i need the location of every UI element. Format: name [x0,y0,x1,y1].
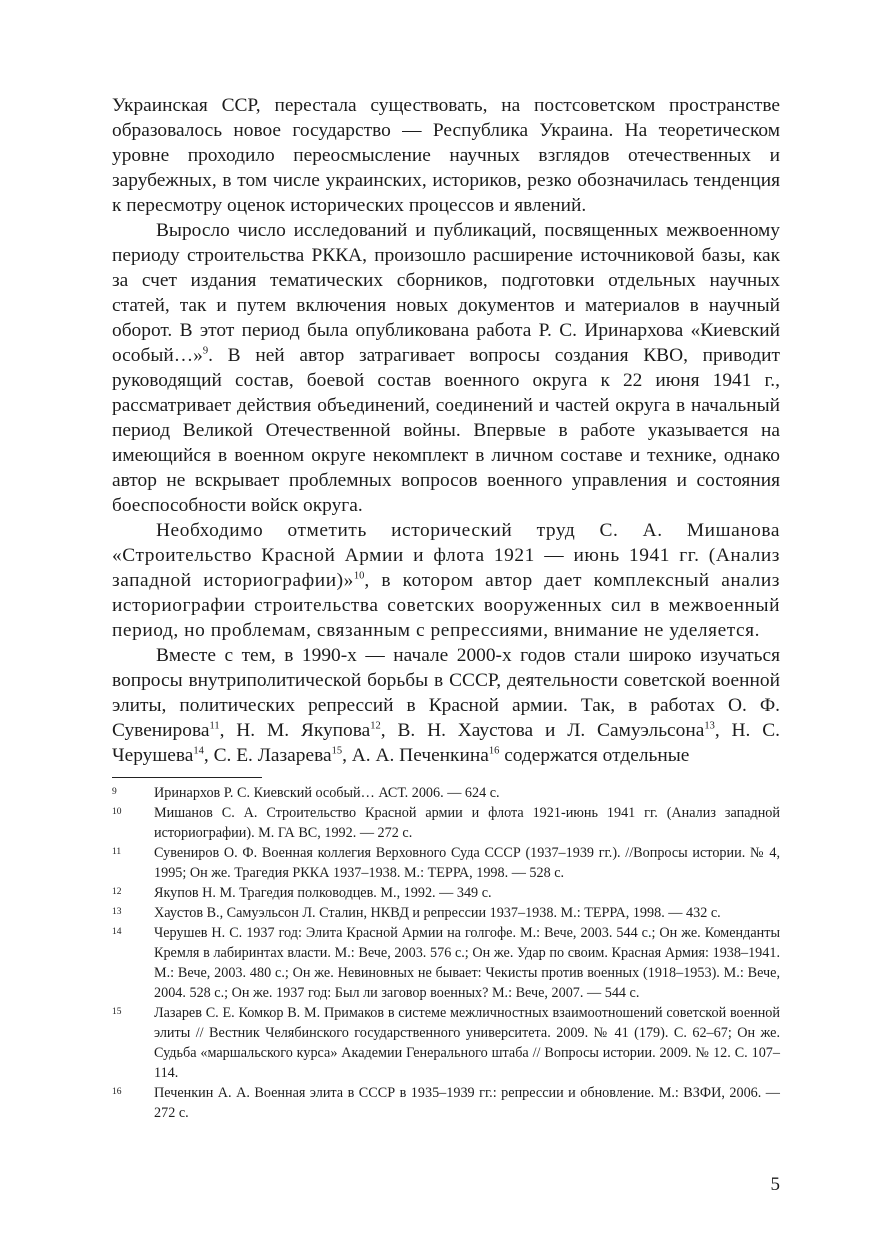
footnote-number: 12 [112,887,122,897]
text-run: Украинская ССР, перестала существовать, на постсоветском пространстве образовалось новое государство — Республика Украина. На теоретическом уровне проходило переосмысление научных взглядов отечественных и зарубежных, в том числе украинских, историков, резко обозначилась тенденция к пересмотру оценок исторических процессов и явлений. [112,95,780,216]
paragraph-continuation [112,93,780,218]
footnote-text: Мишанов С. А. Строительство Красной армии и флота 1921-июнь 1941 гг. (Анализ западной историографии). М. ГА ВС, 1992. — 272 с. [154,805,780,841]
footnote [112,923,780,1003]
footnote-ref[interactable]: 14 [193,745,204,757]
text-run: содержатся отдельные [499,745,690,766]
text-run: Необходимо отметить исторический труд С. А. Мишанова «Строительство Красной Армии и флота 1921 — июнь 1941 гг. (Анализ западной историографии)» [112,520,780,591]
footnotes [112,783,780,1123]
footnote [112,783,780,803]
footnote-number: 14 [112,927,122,937]
footnote-text: Черушев Н. С. 1937 год: Элита Красной Армии на голгофе. М.: Вече, 2003. 544 с.; Он же. Коменданты Кремля в лабиринтах власти. М.: Вече, 2003. 576 с.; Он же. Удар по своим. Красная Армия: 1938–1941. М.: Вече, 2003. 480 с.; Он же. Невиновных не бывает: Чекисты против военных (1918–1953). М.: Вече, 2004. 528 с.; Он же. 1937 год: Был ли заговор военных? М.: Вече, 2007. — 544 с. [154,925,780,1001]
footnote [112,1003,780,1083]
footnote-ref[interactable]: 16 [488,745,500,757]
footnote-separator [112,777,262,778]
footnote [112,1083,780,1123]
paragraph-research-growth [112,218,780,518]
text-run: , А. А. Печенкина [342,745,489,766]
footnote-ref[interactable]: 12 [370,720,381,732]
footnote-number: 9 [112,787,117,797]
footnote-ref[interactable]: 10 [353,570,365,582]
footnote [112,903,780,923]
page-number: 5 [770,1174,780,1195]
footnote-number: 16 [112,1087,122,1097]
footnote-number: 10 [112,807,122,817]
footnote-number: 11 [112,847,122,857]
footnote-text: Сувениров О. Ф. Военная коллегия Верховного Суда СССР (1937–1939 гг.). //Вопросы истории. № 4, 1995; Он же. Трагедия РККА 1937–1938. М.: ТЕРРА, 1998. — 528 с. [154,845,780,881]
footnote-ref[interactable]: 11 [209,720,220,732]
text-run: , С. Е. Лазарева [203,745,332,766]
footnote-ref[interactable]: 15 [331,745,343,757]
text-run: , в котором автор дает комплексный анализ историографии строительства советских вооруженных сил в межвоенный период, но проблемам, связанным с репрессиями, внимание не уделяется. [112,570,780,641]
footnote-text: Якупов Н. М. Трагедия полководцев. М., 1992. — 349 с. [154,885,492,901]
footnote-text: Печенкин А. А. Военная элита в СССР в 1935–1939 гг.: репрессии и обновление. М.: ВЗФИ, 2006. — 272 с. [154,1085,780,1121]
footnote-text: Хаустов В., Самуэльсон Л. Сталин, НКВД и репрессии 1937–1938. М.: ТЕРРА, 1998. — 432 с. [154,905,721,921]
text-run: Вместе с тем, в 1990-х — начале 2000-х годов стали широко изучаться вопросы внутриполитической борьбы в СССР, деятельности советской военной элиты, политических репрессий в Красной армии. Так, в работах О. Ф. Сувенирова [112,645,780,741]
text-run: , Н. С. Черушева [112,720,780,766]
paragraph-repressions [112,643,780,768]
footnote [112,883,780,903]
paragraph-mishanov [112,518,780,643]
footnote-number: 13 [112,907,122,917]
footnote-ref[interactable]: 13 [704,720,715,732]
footnote-ref[interactable]: 9 [202,345,209,357]
main-text [112,93,780,768]
text-run: . В ней автор затрагивает вопросы создания КВО, приводит руководящий состав, боевой состав военного округа к 22 июня 1941 г., рассматривает действия объединений, соединений и частей округа в начальный период Великой Отечественной войны. Впервые в работе указывается на имеющийся в военном округе некомплект в личном составе и технике, однако автор не вскрывает проблемных вопросов военного управления и состояния боеспособности войск округа. [112,345,780,516]
text-run: Выросло число исследований и публикаций, посвященных межвоенному периоду строительства РККА, произошло расширение источниковой базы, как за счет издания тематических сборников, подготовки отдельных научных статей, так и путем включения новых документов и материалов в научный оборот. В этот период была опубликована работа Р. С. Иринархова «Киевский особый…» [112,220,780,366]
footnote-text: Лазарев С. Е. Комкор В. М. Примаков в системе межличностных взаимоотношений советской военной элиты // Вестник Челябинского государственного университета. 2009. № 41 (179). С. 62–67; Он же. Судьба «маршальского курса» Академии Генерального штаба // Вопросы истории. 2009. № 12. С. 107–114. [154,1005,780,1081]
text-run: , Н. М. Якупова [219,720,371,741]
footnote-text: Иринархов Р. С. Киевский особый… АСТ. 2006. — 624 с. [154,785,500,801]
footnote [112,843,780,883]
footnote-number: 15 [112,1007,122,1017]
text-run: , В. Н. Хаустова и Л. Самуэльсона [380,720,705,741]
footnote [112,803,780,843]
